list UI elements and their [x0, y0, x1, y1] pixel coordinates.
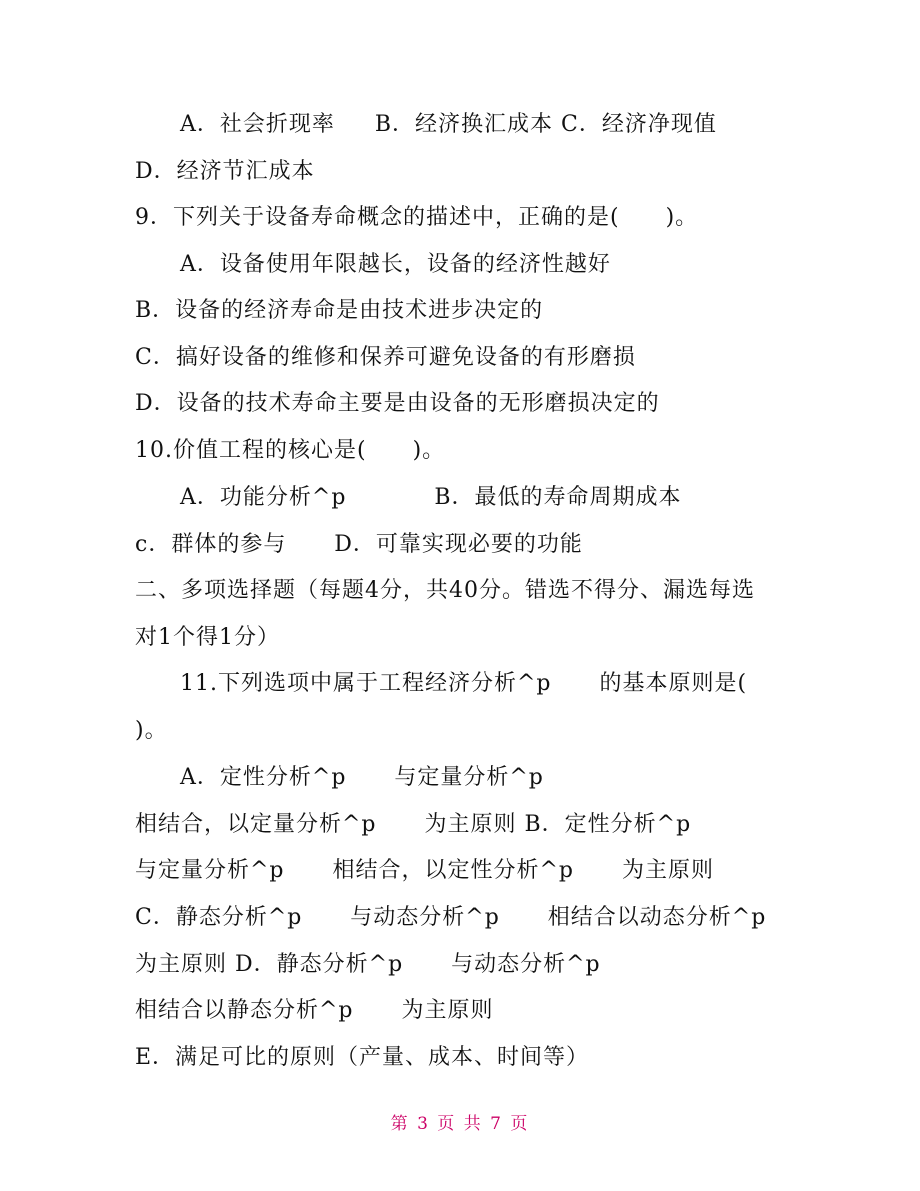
text-line-q10: 10.价值工程的核心是( )。 [135, 438, 446, 463]
text-line-q11-e: E．满足可比的原则（产量、成本、时间等） [135, 1045, 590, 1070]
text-line-8-option-d: D．经济节汇成本 [135, 159, 315, 184]
text-line-q11-c-d: 为主原则 D．静态分析^p 与动态分析^p [135, 952, 601, 977]
text-line-q9-b: B．设备的经济寿命是由技术进步决定的 [135, 298, 544, 323]
text-line-8-options-a-c: A．社会折现率 B．经济换汇成本 C．经济净现值 [180, 112, 717, 137]
text-line-q11-b-cont: 与定量分析^p 相结合，以定性分析^p 为主原则 [135, 858, 714, 883]
text-line-q11-end: )。 [135, 718, 168, 743]
text-line-q11-a-b: 相结合，以定量分析^p 为主原则 B．定性分析^p [135, 812, 692, 837]
text-line-q9-d: D．设备的技术寿命主要是由设备的无形磨损决定的 [135, 391, 660, 416]
section-heading-continued: 对1个得1分） [135, 625, 280, 650]
text-line-q9-c: C．搞好设备的维修和保养可避免设备的有形磨损 [135, 345, 636, 370]
text-line-q9: 9．下列关于设备寿命概念的描述中，正确的是( )。 [135, 205, 699, 230]
text-line-q11: 11.下列选项中属于工程经济分析^p 的基本原则是( [180, 671, 748, 696]
text-line-q11-c: C．静态分析^p 与动态分析^p 相结合以动态分析^p [135, 905, 767, 930]
text-line-q11-a: A．定性分析^p 与定量分析^p [180, 765, 544, 790]
page-number-footer: 第 3 页 共 7 页 [390, 1114, 530, 1134]
section-heading-multiple-choice: 二、多项选择题（每题4分，共40分。错选不得分、漏选每选 [135, 578, 755, 603]
text-line-q9-a: A．设备使用年限越长，设备的经济性越好 [180, 252, 611, 277]
text-line-q10-a-b: A．功能分析^p B．最低的寿命周期成本 [180, 485, 682, 510]
text-line-q11-d-cont: 相结合以静态分析^p 为主原则 [135, 998, 494, 1023]
text-line-q10-c-d: c．群体的参与 D．可靠实现必要的功能 [135, 532, 583, 557]
